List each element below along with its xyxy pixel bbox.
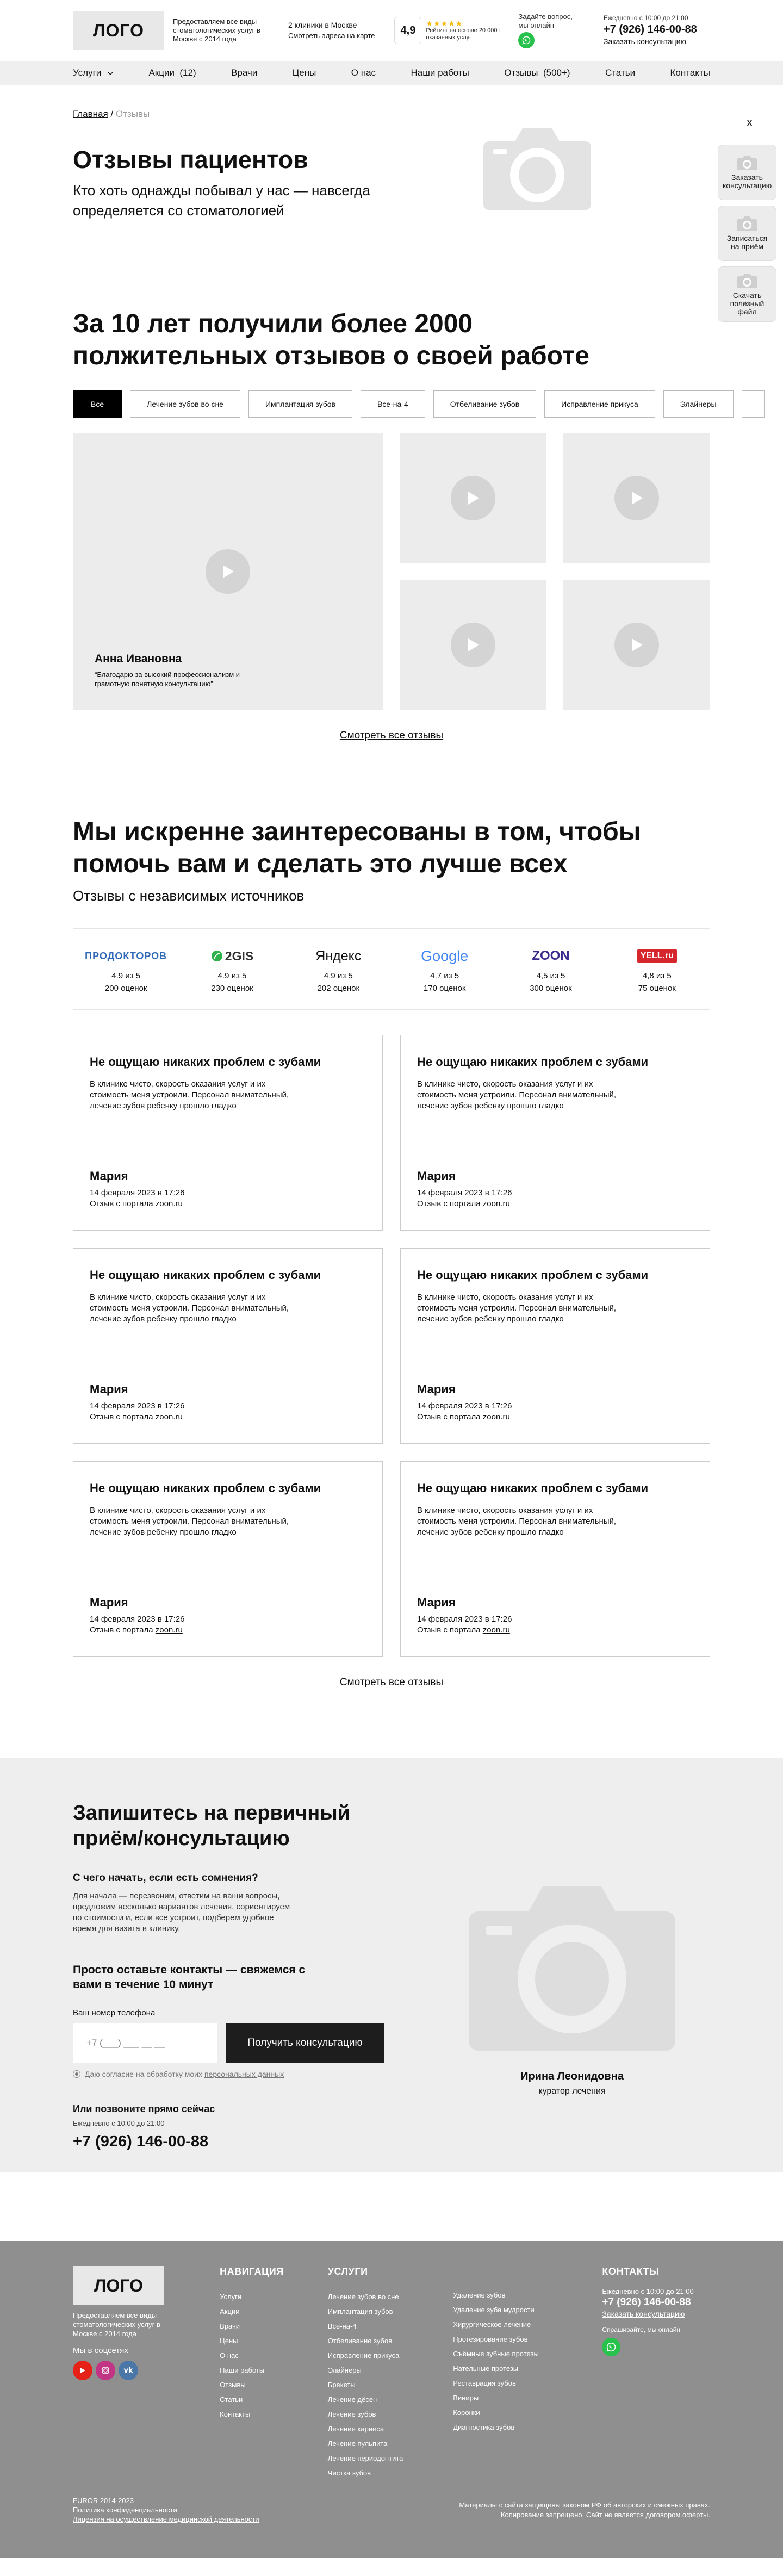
license-link[interactable]: Лицензия на осуществление медицинской деятельности <box>73 2515 259 2523</box>
review-source-link[interactable]: zoon.ru <box>155 1199 183 1208</box>
review-card <box>400 1035 710 1231</box>
play-icon[interactable] <box>614 623 659 667</box>
featured-quote: “Благодарю за высокий профессионализм и грамотную понятную консультацию” <box>95 671 240 688</box>
review-author: Мария <box>90 1169 128 1183</box>
footer-link[interactable]: Все-на-4 <box>327 2322 357 2330</box>
social-title: Мы в соцсетях <box>73 2346 128 2355</box>
phone-label: Ваш номер телефона <box>73 2008 156 2018</box>
footer-phone[interactable]: +7 (926) 146-00-88 <box>602 2296 691 2308</box>
main-nav <box>0 61 783 85</box>
consent-radio[interactable] <box>73 2070 80 2078</box>
nav-item-articles[interactable]: Статьи <box>605 67 636 78</box>
review-date: 14 февраля 2023 в 17:26 <box>417 1188 512 1197</box>
footer-link[interactable]: Цены <box>220 2337 238 2345</box>
header-phone[interactable]: +7 (926) 146-00-88 <box>604 23 697 35</box>
source-yell[interactable]: YELL.ru 4,8 из 5 75 оценок <box>604 929 710 1009</box>
whatsapp-icon[interactable] <box>518 32 535 48</box>
footer-nav-links <box>220 2289 328 2422</box>
footer-link[interactable]: Акции <box>220 2307 240 2316</box>
footer-ask: Спрашивайте, мы онлайн <box>602 2326 681 2333</box>
source-google[interactable]: Google 4.7 из 5 170 оценок <box>391 929 498 1009</box>
zoon-logo: ZOON <box>532 948 570 963</box>
map-link[interactable]: Смотреть адреса на карте <box>288 32 375 40</box>
logo[interactable]: ЛОГО <box>73 11 164 50</box>
nav-item-services[interactable]: Услуги <box>73 67 114 78</box>
side-appointment-button[interactable]: Записаться на приём <box>718 206 776 261</box>
review-title: Не ощущаю никаких проблем с зубами <box>417 1268 649 1282</box>
review-title: Не ощущаю никаких проблем с зубами <box>90 1268 321 1282</box>
footer-services-title: УСЛУГИ <box>327 2266 368 2277</box>
consent-row: Даю согласие на обработку моих персональных данных <box>73 2070 710 2078</box>
footer-nav-title: НАВИГАЦИЯ <box>220 2266 284 2277</box>
call-now-title: Или позвоните прямо сейчас <box>73 2103 215 2114</box>
site-header <box>0 0 783 61</box>
header-clinics <box>288 20 375 41</box>
side-download-button[interactable]: Скачать полезный файл <box>718 266 776 322</box>
google-logo: Google <box>421 947 469 964</box>
review-source-link[interactable]: zoon.ru <box>482 1625 510 1635</box>
vk-icon[interactable]: vk <box>119 2361 138 2380</box>
header-rating <box>394 17 507 44</box>
footer-services-links-2 <box>453 2288 602 2435</box>
footer-link[interactable]: Лечение кариеса <box>327 2425 384 2433</box>
ask-text: Задайте вопрос, мы онлайн <box>518 13 573 29</box>
footer-link[interactable]: Статьи <box>220 2395 243 2404</box>
footer-link[interactable]: Хирургическое лечение <box>453 2320 531 2329</box>
footer-link[interactable]: Лечение пульпита <box>327 2440 388 2448</box>
2gis-logo: 2GIS <box>211 945 253 967</box>
video-thumb[interactable] <box>563 580 710 710</box>
section-subtitle: Отзывы с независимых источников <box>73 887 304 904</box>
hero-section <box>0 85 783 308</box>
breadcrumb: Главная / Отзывы <box>73 109 150 119</box>
nav-item-promos[interactable]: Акции (12) <box>148 67 196 78</box>
independent-reviews-section <box>0 816 783 1689</box>
nav-item-works[interactable]: Наши работы <box>411 67 469 78</box>
footer-link[interactable]: Съёмные зубные протезы <box>453 2350 539 2358</box>
header-consult-link[interactable]: Заказать консультацию <box>604 37 687 46</box>
instagram-icon[interactable] <box>96 2361 115 2380</box>
footer-link[interactable]: Коронки <box>453 2409 480 2417</box>
header-hours: Ежедневно с 10:00 до 21:00 <box>604 14 688 22</box>
review-date: 14 февраля 2023 в 17:26 <box>90 1401 185 1411</box>
rating-value: 4,9 <box>394 17 421 44</box>
yell-logo: YELL.ru <box>637 945 677 967</box>
footer-services-links <box>328 2289 453 2480</box>
footer-link[interactable]: Отзывы <box>220 2381 246 2389</box>
review-text: В клинике чисто, скорость оказания услуг и их стоимость меня устроили. Персонал внимательный, лечение зубов ребенку прошло гладко <box>90 1293 289 1324</box>
site-footer <box>0 2241 783 2558</box>
form-question: С чего начать, если есть сомнения? <box>73 1872 258 1884</box>
footer-description: Предоставляем все виды стоматологических услуг в Москве с 2014 года <box>73 2311 160 2338</box>
review-text: В клинике чисто, скорость оказания услуг и их стоимость меня устроили. Персонал внимательный, лечение зубов ребенку прошло гладко <box>417 1079 617 1110</box>
personal-data-link[interactable]: персональных данных <box>204 2070 284 2078</box>
video-grid <box>73 433 710 710</box>
nav-item-about[interactable]: О нас <box>351 67 376 78</box>
footer-link[interactable]: Нательные протезы <box>453 2364 519 2373</box>
review-text: В клинике чисто, скорость оказания услуг и их стоимость меня устроили. Персонал внимательный, лечение зубов ребенку прошло гладко <box>417 1293 617 1324</box>
review-date: 14 февраля 2023 в 17:26 <box>90 1188 185 1197</box>
breadcrumb-home[interactable]: Главная <box>73 109 108 119</box>
youtube-icon[interactable] <box>73 2361 92 2380</box>
footer-link[interactable]: Виниры <box>453 2394 479 2402</box>
review-source: Отзыв с портала zoon.ru <box>90 1199 183 1208</box>
video-thumb[interactable] <box>400 433 546 563</box>
filter-bite[interactable]: Исправление прикуса <box>544 390 655 418</box>
nav-item-prices[interactable]: Цены <box>292 67 316 78</box>
header-contacts <box>604 14 710 47</box>
side-consult-button[interactable]: Заказать консультацию <box>718 145 776 200</box>
review-sources <box>73 928 710 1010</box>
review-date: 14 февраля 2023 в 17:26 <box>417 1401 512 1411</box>
review-cards <box>73 1035 710 1657</box>
doctor-role: куратор лечения <box>538 2087 606 2096</box>
chevron-down-icon <box>107 71 114 76</box>
footer-link[interactable]: Удаление зуба мудрости <box>453 2306 535 2314</box>
footer-link[interactable]: Реставрация зубов <box>453 2379 516 2387</box>
video-thumb[interactable] <box>563 433 710 563</box>
review-source: Отзыв с портала zoon.ru <box>417 1412 510 1422</box>
review-source: Отзыв с портала zoon.ru <box>90 1625 183 1635</box>
review-card <box>73 1461 383 1657</box>
see-all-video-reviews-link[interactable]: Смотреть все отзывы <box>339 730 444 741</box>
footer-link[interactable]: Диагностика зубов <box>453 2423 515 2431</box>
footer-link[interactable]: Элайнеры <box>327 2366 362 2374</box>
header-ask <box>518 13 583 48</box>
review-text: В клинике чисто, скорость оказания услуг и их стоимость меня устроили. Персонал внимательный, лечение зубов ребенку прошло гладко <box>90 1079 289 1110</box>
review-title: Не ощущаю никаких проблем с зубами <box>417 1055 649 1069</box>
footer-link[interactable]: Удаление зубов <box>453 2291 506 2299</box>
filter-tabs <box>73 390 717 418</box>
camera-icon <box>736 155 758 171</box>
get-consultation-button[interactable]: Получить консультацию <box>226 2023 384 2063</box>
review-card <box>73 1035 383 1231</box>
breadcrumb-current: Отзывы <box>115 109 150 119</box>
footer-link[interactable]: О нас <box>220 2351 239 2360</box>
filter-more[interactable] <box>742 390 765 418</box>
clinics-count: 2 клиники в Москве <box>288 21 357 29</box>
review-card <box>73 1248 383 1444</box>
filter-sleep[interactable]: Лечение зубов во сне <box>130 390 240 418</box>
footer-link[interactable]: Контакты <box>220 2410 251 2418</box>
section-title: За 10 лет получили более 2000 полжительных отзывов о своей работе <box>73 309 589 370</box>
footer-link[interactable]: Лечение зубов <box>327 2410 376 2418</box>
review-text: В клинике чисто, скорость оказания услуг и их стоимость меня устроили. Персонал внимательный, лечение зубов ребенку прошло гладко <box>90 1506 289 1537</box>
consultation-form-section <box>0 1758 783 2172</box>
footer-link[interactable]: Врачи <box>220 2322 240 2330</box>
review-title: Не ощущаю никаких проблем с зубами <box>417 1481 649 1495</box>
review-source: Отзыв с портала zoon.ru <box>417 1625 510 1635</box>
footer-link[interactable]: Протезирование зубов <box>453 2335 528 2343</box>
call-phone[interactable]: +7 (926) 146-00-88 <box>73 2133 209 2150</box>
source-zoon[interactable]: ZOON 4,5 из 5 300 оценок <box>498 929 604 1009</box>
review-author: Мария <box>90 1382 128 1396</box>
yandex-logo: Яндекс <box>315 948 362 964</box>
video-thumb[interactable] <box>400 580 546 710</box>
review-date: 14 февраля 2023 в 17:26 <box>417 1615 512 1624</box>
review-text: В клинике чисто, скорость оказания услуг и их стоимость меня устроили. Персонал внимательный, лечение зубов ребенку прошло гладко <box>417 1506 617 1537</box>
privacy-link[interactable]: Политика конфиденциальности <box>73 2506 177 2514</box>
play-icon[interactable] <box>451 623 495 667</box>
camera-placeholder-icon <box>459 1878 685 2059</box>
legal-text: Материалы с сайта защищены законом РФ об авторских и смежных правах. Копирование запрещено. Сайт не является договором оферты. <box>459 2501 710 2519</box>
page-title: Отзывы пациентов <box>73 146 308 173</box>
filter-aligners[interactable]: Элайнеры <box>663 390 734 418</box>
filter-all-on-4[interactable]: Все-на-4 <box>361 390 425 418</box>
nav-item-contacts[interactable]: Контакты <box>670 67 710 78</box>
rating-stars: ★★★★★ <box>426 18 463 28</box>
form-cta: Просто оставьте контакты — свяжемся с вами в течение 10 минут <box>73 1964 306 1991</box>
rating-text: Рейтинг на основе 20 000+ оказанных услуг <box>426 27 501 41</box>
footer-hours: Ежедневно с 10:00 до 21:00 <box>602 2287 694 2295</box>
nav-item-reviews[interactable]: Отзывы (500+) <box>504 67 570 78</box>
camera-icon <box>736 273 758 289</box>
review-author: Мария <box>417 1382 456 1396</box>
filter-all[interactable]: Все <box>73 390 122 418</box>
review-author: Мария <box>90 1596 128 1609</box>
play-icon[interactable] <box>206 549 250 594</box>
source-prodoctorov[interactable]: ПРОДОКТОРОВ 4.9 из 5 200 оценок <box>73 929 179 1009</box>
call-hours: Ежедневно с 10:00 до 21:00 <box>73 2119 165 2127</box>
form-question-text: Для начала — перезвоним, ответим на ваши вопросы, предложим несколько вариантов лечения, сориентируем по стоимости и, если все устроит, подберем удобное время для визита в клинику. <box>73 1891 290 1933</box>
nav-item-doctors[interactable]: Врачи <box>231 67 258 78</box>
review-source-link[interactable]: zoon.ru <box>155 1625 183 1635</box>
review-card <box>400 1461 710 1657</box>
see-all-reviews-link[interactable]: Смотреть все отзывы <box>339 1677 444 1688</box>
form-title: Запишитесь на первичный приём/консультацию <box>73 1802 351 1850</box>
footer-link[interactable]: Лечение дёсен <box>327 2395 377 2404</box>
video-featured[interactable] <box>73 433 383 710</box>
review-title: Не ощущаю никаких проблем с зубами <box>90 1055 321 1069</box>
phone-input[interactable] <box>73 2023 217 2063</box>
review-date: 14 февраля 2023 в 17:26 <box>90 1615 185 1624</box>
footer-link[interactable]: Чистка зубов <box>327 2469 371 2477</box>
review-card <box>400 1248 710 1444</box>
review-author: Мария <box>417 1596 456 1609</box>
review-source-link[interactable]: zoon.ru <box>482 1199 510 1208</box>
source-2gis[interactable]: 2GIS 4.9 из 5 230 оценок <box>179 929 285 1009</box>
review-source: Отзыв с портала zoon.ru <box>90 1412 183 1422</box>
source-yandex[interactable]: Яндекс 4.9 из 5 202 оценок <box>285 929 391 1009</box>
footer-link[interactable]: Имплантация зубов <box>327 2307 393 2316</box>
review-author: Мария <box>417 1169 456 1183</box>
footer-link[interactable]: Исправление прикуса <box>327 2351 400 2360</box>
review-title: Не ощущаю никаких проблем с зубами <box>90 1481 321 1495</box>
camera-placeholder-icon <box>478 123 596 215</box>
filter-implant[interactable]: Имплантация зубов <box>248 390 352 418</box>
footer-consult-link[interactable]: Заказать консультацию <box>602 2310 685 2318</box>
side-buttons <box>718 145 776 327</box>
filter-whitening[interactable]: Отбеливание зубов <box>433 390 536 418</box>
footer-link[interactable]: Брекеты <box>327 2381 356 2389</box>
footer-link[interactable]: Лечение периодонтита <box>327 2454 403 2462</box>
camera-icon <box>736 216 758 232</box>
play-icon[interactable] <box>451 476 495 520</box>
play-icon[interactable] <box>614 476 659 520</box>
page-subtitle: Кто хоть однажды побывал у нас — навсегда определяется со стоматологией <box>73 182 370 219</box>
doctor-name: Ирина Леонидовна <box>520 2070 624 2082</box>
featured-name: Анна Ивановна <box>95 653 182 665</box>
review-source: Отзыв с портала zoon.ru <box>417 1199 510 1208</box>
review-source-link[interactable]: zoon.ru <box>155 1412 183 1422</box>
footer-bottom <box>73 2484 710 2524</box>
footer-contacts-title: КОНТАКТЫ <box>602 2266 660 2277</box>
review-source-link[interactable]: zoon.ru <box>482 1412 510 1422</box>
prodoctorov-logo: ПРОДОКТОРОВ <box>85 950 167 961</box>
whatsapp-icon[interactable] <box>602 2338 620 2356</box>
video-reviews-section <box>0 308 783 742</box>
section-title: Мы искренне заинтересованы в том, чтобы помочь вам и сделать это лучше всех <box>73 817 641 878</box>
copyright: FUROR 2014-2023 <box>73 2497 134 2505</box>
side-close-icon[interactable]: x <box>747 115 753 129</box>
footer-link[interactable]: Лечение зубов во сне <box>327 2293 399 2301</box>
footer-link[interactable]: Услуги <box>220 2293 242 2301</box>
header-description: Предоставляем все виды стоматологических услуг в Москве с 2014 года <box>173 17 260 43</box>
footer-link[interactable]: Наши работы <box>220 2366 265 2374</box>
footer-link[interactable]: Отбеливание зубов <box>327 2337 393 2345</box>
footer-logo[interactable]: ЛОГО <box>73 2266 164 2305</box>
